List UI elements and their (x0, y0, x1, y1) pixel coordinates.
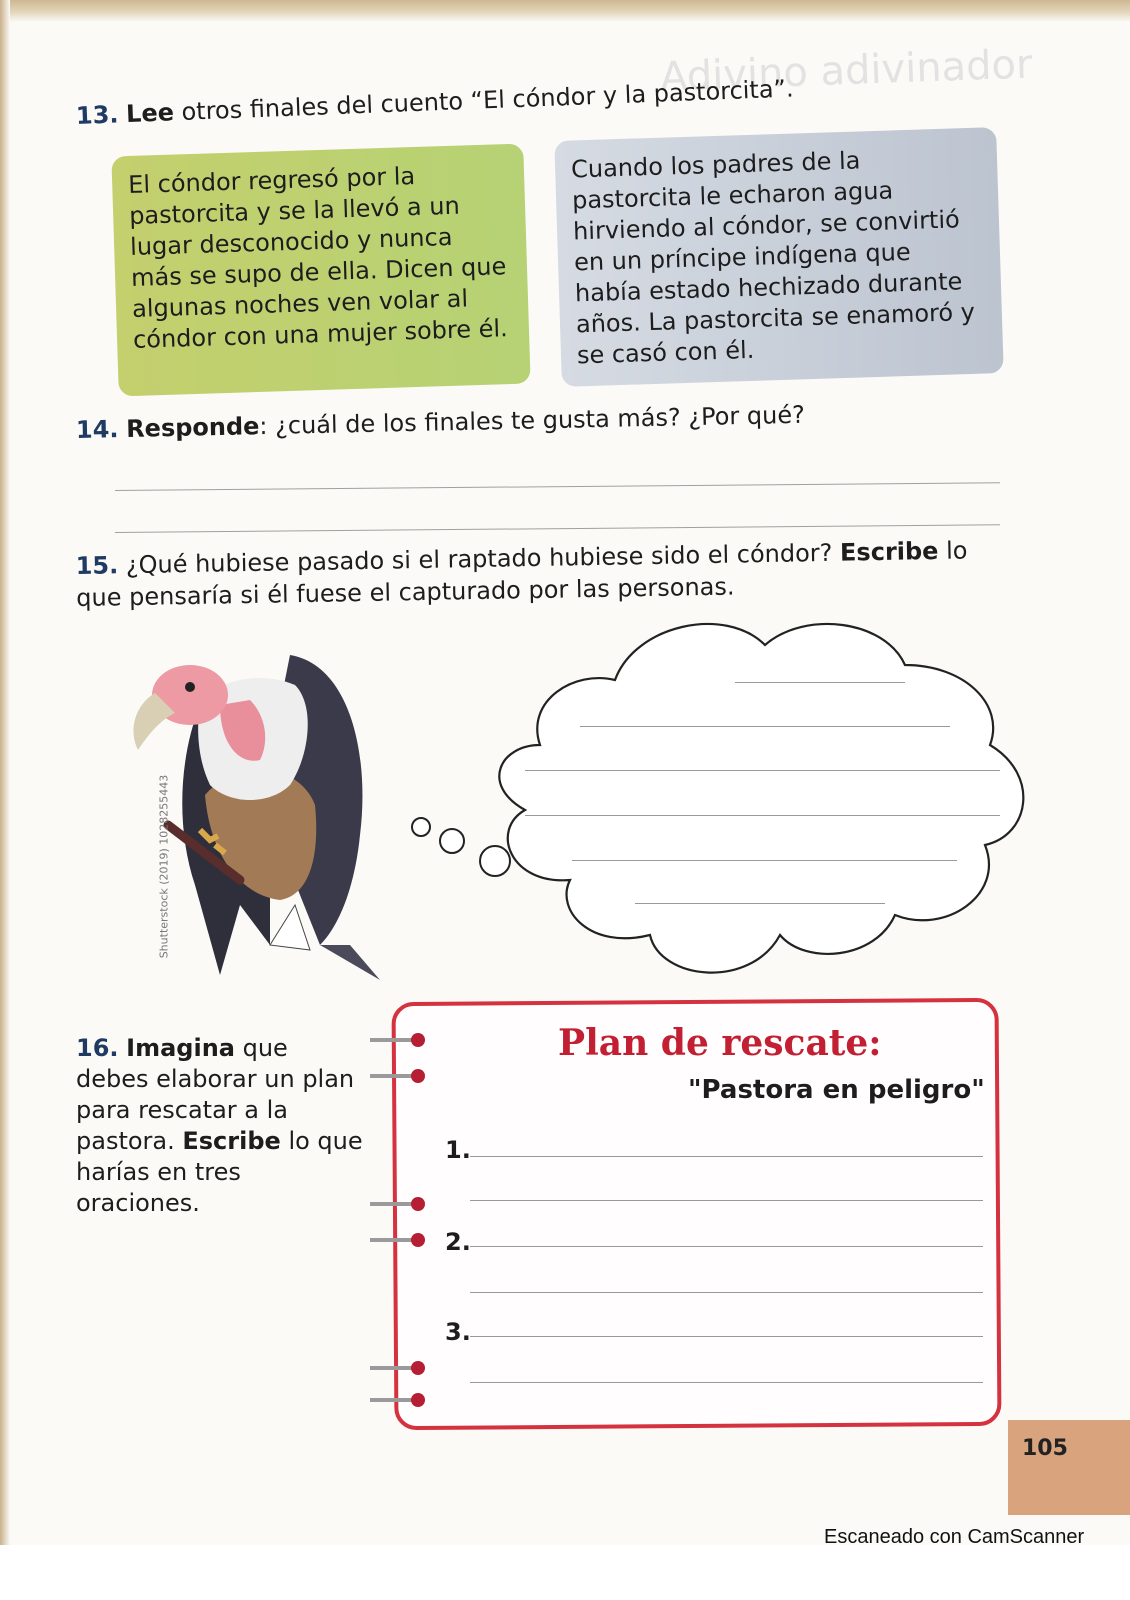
ending-text-a: El cóndor regresó por la pastorcita y se la llevó a un lugar desconocido y nunca más se supo de ella. Dicen que algunas noches ven volar al cóndor con una mujer sobre él. (127, 162, 509, 354)
spiral-ring-icon (368, 1194, 428, 1214)
question-number: 13. (75, 100, 120, 130)
cloud-writing-line[interactable] (525, 770, 1000, 771)
question-text: ¿Qué hubiese pasado si el raptado hubiese sido el cóndor? (117, 538, 841, 580)
instruction-verb: Escribe (839, 536, 939, 567)
plan-title: Plan de rescate: (558, 1022, 882, 1064)
ending-text-b: Cuando los padres de la pastorcita le echaron agua hirviendo al cóndor, se convirtió en un príncipe indígena que había estado hechizado durante años. La pastorcita se enamoró y se casó con él. (570, 146, 976, 370)
question-number: 15. (75, 551, 119, 581)
plan-writing-line[interactable] (470, 1382, 983, 1383)
plan-writing-line[interactable] (470, 1336, 983, 1337)
question-text: otros finales del cuento “El cóndor y la pastorcita”. (173, 74, 795, 127)
question-number: 14. (75, 415, 119, 444)
instruction-verb: Imagina (126, 1034, 235, 1062)
plan-writing-line[interactable] (470, 1246, 983, 1247)
image-credit: Shutterstock (2019) 1028255443 (157, 774, 171, 959)
thought-cloud (405, 605, 1040, 995)
bleed-through-title: Adivino adivinador (659, 41, 1034, 101)
page-top-edge (0, 0, 1130, 22)
instruction-verb: Responde (125, 412, 260, 443)
question-text: que debes elaborar un plan para rescatar a la pastora. (76, 1034, 355, 1155)
cloud-writing-line[interactable] (635, 903, 885, 904)
cloud-writing-line[interactable] (580, 726, 950, 727)
plan-writing-line[interactable] (470, 1292, 983, 1293)
cloud-writing-line[interactable] (735, 682, 905, 683)
plan-writing-line[interactable] (470, 1156, 983, 1157)
spiral-ring-icon (368, 1230, 428, 1250)
question-text: lo que harías en tres oraciones. (76, 1127, 363, 1217)
question-text: lo que pensaría si él fuese el capturado por las personas. (76, 536, 968, 612)
plan-subtitle: "Pastora en peligro" (688, 1075, 985, 1105)
page-number: 105 (1022, 1436, 1068, 1461)
plan-item-number: 1. (445, 1136, 471, 1164)
spiral-ring-icon (368, 1030, 428, 1050)
plan-item-number: 3. (445, 1318, 471, 1346)
instruction-verb: Lee (125, 98, 175, 129)
question-16 (76, 1033, 366, 1219)
scanner-watermark: Escaneado con CamScanner (824, 1526, 1085, 1548)
page-left-edge (0, 0, 10, 1545)
spiral-ring-icon (368, 1390, 428, 1410)
ending-card-b (554, 127, 1004, 387)
plan-writing-line[interactable] (470, 1200, 983, 1201)
ending-card-a (111, 144, 530, 397)
spiral-ring-icon (368, 1358, 428, 1378)
cloud-writing-line[interactable] (525, 815, 1000, 816)
spiral-ring-icon (368, 1066, 428, 1086)
page-number-tab (1008, 1420, 1130, 1515)
plan-item-number: 2. (445, 1228, 471, 1256)
instruction-verb: Escribe (182, 1127, 281, 1155)
question-text: : ¿cuál de los finales te gusta más? ¿Por qué? (259, 400, 806, 441)
question-number: 16. (76, 1034, 119, 1062)
cloud-writing-line[interactable] (572, 860, 957, 861)
